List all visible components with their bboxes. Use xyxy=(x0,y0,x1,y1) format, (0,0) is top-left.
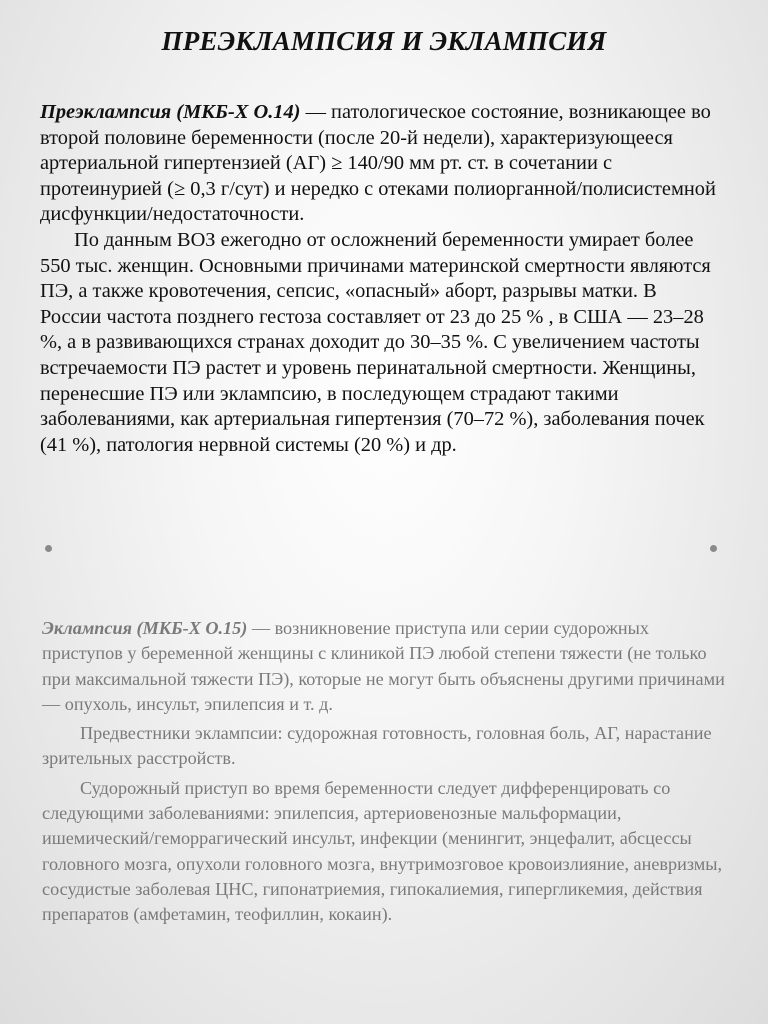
page-title: ПРЕЭКЛАМПСИЯ И ЭКЛАМПСИЯ xyxy=(161,26,607,56)
preeclampsia-definition: — патологическое состояние, возникающее во второй половине беременности (после 20-й недели), характеризующееся артериальной гипертензией (АГ) ≥ 140/90 мм рт. ст. в сочетании с протеинурией (≥ 0,3 г/сут) и нередко с отеками полиорганной/полисистемной дисфункции/недостаточности. xyxy=(40,101,716,226)
eclampsia-differential-paragraph: Судорожный приступ во время беременности следует дифференцировать со следующими заболеваниями: эпилепсия, артериовенозные мальформации, ишемический/геморрагический инсульт, инфекции (менингит, энцефалит, абсцессы головного мозга, опухоли головного мозга, внутримозговое кровоизлияние, аневризмы, сосудистые заболевая ЦНС, гипонатриемия, гипокалиемия, гипергликемия, действия препаратов (амфетамин, теофиллин, кокаин). xyxy=(42,777,723,925)
eclampsia-definition: — возникновение приступа или серии судорожных приступов у беременной женщины с клиникой ПЭ любой степени тяжести (не только при максимальной тяжести ПЭ), которые не могут быть объяснены другими причинами — опухоль, инсульт, эпилепсия и т. д. xyxy=(42,618,725,714)
preeclampsia-stats-paragraph: По данным ВОЗ ежегодно от осложнений беременности умирает более 550 тыс. женщин. Основными причинами материнской смертности являются ПЭ, а также кровотечения, сепсис, «опасный» аборт, разрывы матки. В России частота позднего гестоза составляет от 23 до 25 % , в США — 23–28 %, а в развивающихся странах доходит до 30–35 %. С увеличением частоты встречаемости ПЭ растет и уровень перинатальной смертности. Женщины, перенесшие ПЭ или эклампсию, в последующем страдают такими заболеваниями, как артериальная гипертензия (70–72 %), заболевания почек (41 %), патология нервной системы (20 %) и др. xyxy=(40,228,711,456)
preeclampsia-section xyxy=(40,100,720,458)
eclampsia-precursors-paragraph: Предвестники эклампсии: судорожная готовность, головная боль, АГ, нарастание зрительных расстройств. xyxy=(42,723,712,769)
bullet-left xyxy=(45,545,52,552)
eclampsia-term: Эклампсия (МКБ-Х О.15) xyxy=(42,618,248,638)
bullet-right xyxy=(710,545,717,552)
preeclampsia-definition-paragraph xyxy=(40,100,720,228)
preeclampsia-term: Преэклампсия (МКБ-Х О.14) xyxy=(40,101,301,123)
eclampsia-section xyxy=(42,616,732,928)
eclampsia-definition-paragraph xyxy=(42,616,732,717)
